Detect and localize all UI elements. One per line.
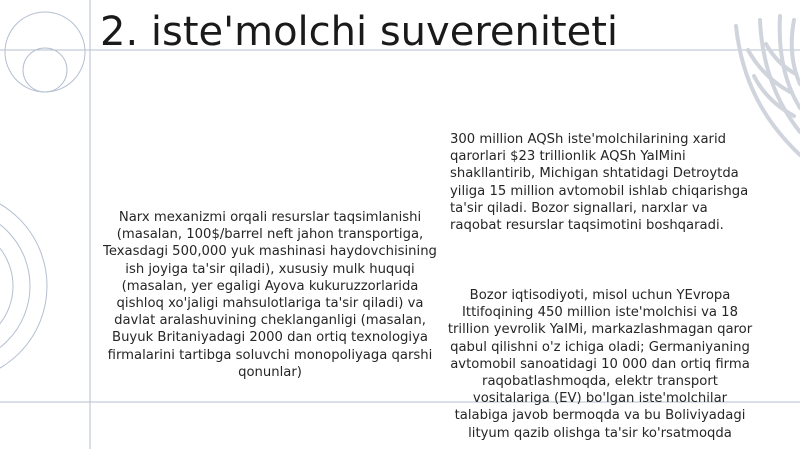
slide-title: 2. iste'molchi suvereniteti — [100, 9, 619, 55]
paragraph-us-consumers: 300 million AQSh iste'molchilarining xarid qarorlari $23 trillionlik AQSh YaIMini shakllantirib, Michigan shtatidagi Detroytda yiliga 15 million avtomobil ishlab chiqarishga ta'sir qiladi. Bozor signallari, narxlar va raqobat resurslar taqsimotini boshqaradi. — [450, 132, 749, 234]
decor-arc-inner-2 — [0, 225, 13, 347]
decor-arc-left — [0, 191, 47, 381]
decor-arc-inner-1 — [0, 208, 30, 364]
decor-circle-small — [23, 48, 67, 92]
paragraph-price-mechanism: Narx mexanizmi orqali resurslar taqsimlanishi (masalan, 100$/barrel neft jahon transportiga, Texasdagi 500,000 yuk mashinasi haydovchisining ish joyiga ta'sir qiladi), xususiy mulk huquqi (masalan, yer egaligi Ayova kukuruzzorlarida qishloq xo'jaligi mahsulotlariga ta'sir qiladi) va davlat aralashuvining cheklanganligi (masalan, Buyuk Britaniyadagi 2000 dan ortiq texnologiya firmalarini tartibga soluvchi monopoliyaga qarshi qonunlar) — [103, 210, 437, 380]
decor-circle-large — [5, 12, 85, 92]
paragraph-eu-market-economy: Bozor iqtisodiyoti, misol uchun YEvropa Ittifoqining 450 million iste'molchisi va 18 trillion yevrolik YaIMi, markazlashmagan qaror qabul qilishni o'z ichiga oladi; Germaniyaning avtomobil sanoatidagi 10 000 dan ortiq firma raqobatlashmoqda, elektr transport vositalariga (EV) bo'lgan iste'molchilar talabiga javob bermoqda va bu Boliviyadagi lityum qazib olishga ta'sir ko'rsatmoqda — [447, 288, 753, 441]
